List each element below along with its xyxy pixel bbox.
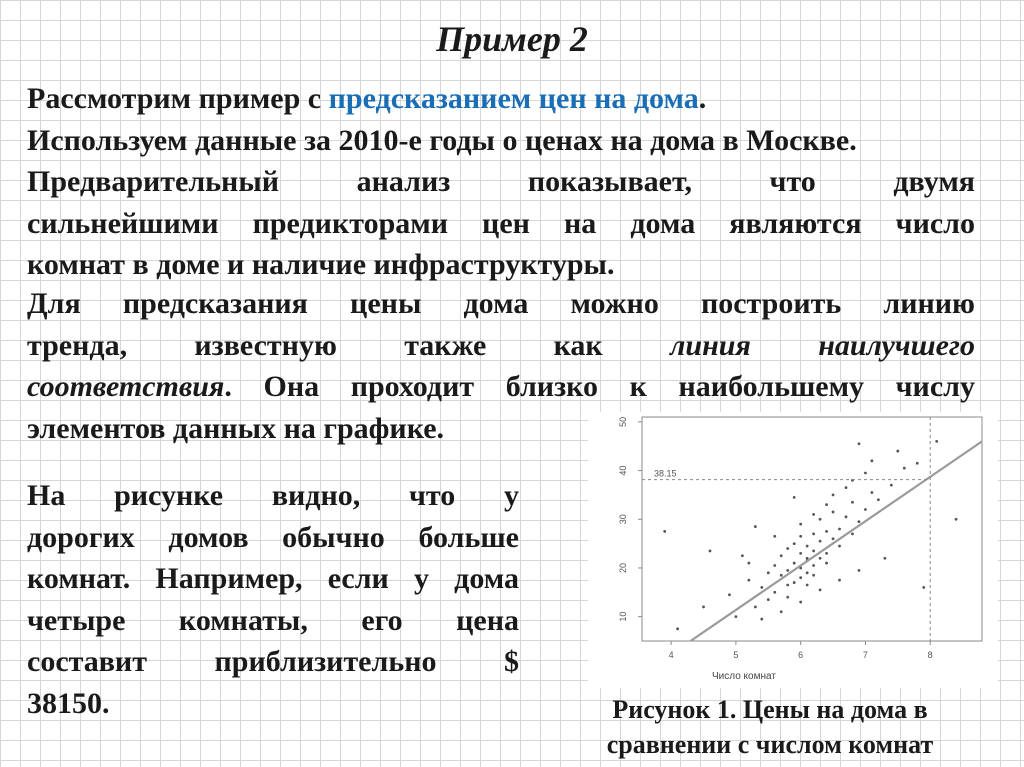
scatter-point [793,496,796,499]
figure-caption [560,692,980,762]
y-tick-label: 10 [618,611,628,622]
scatter-figure [588,412,998,688]
trend-line-1: Для предсказания цены дома можно построить линию [27,287,975,320]
scatter-point [799,552,802,555]
scatter-point [825,503,828,506]
x-tick-label: 5 [733,650,739,660]
scatter-point [864,472,867,475]
scatter-point [825,552,828,555]
slide-title: Пример 2 [436,19,588,59]
scatter-point [825,530,828,533]
scatter-point [922,586,925,589]
scatter-point [754,525,757,528]
trend-line-2: тренда, известную также как линия наилучшего [27,328,975,362]
intro-line-1: Рассмотрим пример с предсказанием цен на дома. [27,82,707,115]
scatter-point [858,442,861,445]
intro-paragraph [27,78,975,286]
trend-line [691,441,982,641]
x-tick-label: 8 [927,650,933,660]
scatter-point [858,569,861,572]
annotation-label: 38.15 [654,468,677,479]
scatter-point [858,520,861,523]
x-tick-label: 7 [862,650,868,660]
scatter-point [845,515,848,518]
scatter-point [741,554,744,557]
best-fit-term-cont: соответствия [27,370,225,403]
x-tick-label: 6 [798,650,804,660]
scatter-chart [588,412,998,688]
scatter-point [793,581,796,584]
scatter-point [780,554,783,557]
explanation-line-1: На рисунке видно, что у [27,479,519,512]
explanation-line-2: дорогих домов обычно больше [27,520,519,554]
plot-frame [642,417,982,641]
scatter-point [838,545,841,548]
scatter-point [702,606,705,609]
scatter-point [780,610,783,613]
scatter-point [786,596,789,599]
scatter-point [780,574,783,577]
scatter-point [773,564,776,567]
scatter-point [812,574,815,577]
scatter-point [819,518,822,521]
scatter-point [819,540,822,543]
scatter-point [786,584,789,587]
x-axis-label: Число комнат [712,671,776,682]
scatter-point [754,606,757,609]
scatter-point [786,569,789,572]
explanation-line-4: четыре комнаты, его цена [27,603,519,637]
y-tick-label: 40 [618,465,628,476]
scatter-point [806,584,809,587]
scatter-point [812,550,815,553]
scatter-point [871,459,874,462]
scatter-point [767,598,770,601]
scatter-point [851,501,854,504]
scatter-point [735,615,738,618]
scatter-point [819,557,822,560]
scatter-point [728,593,731,596]
scatter-point [832,511,835,514]
scatter-point [825,562,828,565]
x-tick-label: 4 [668,650,674,660]
scatter-point [812,564,815,567]
house-price-prediction-link[interactable]: предсказанием цен на дома [328,82,699,115]
scatter-point [767,571,770,574]
y-tick-label: 50 [618,416,628,427]
scatter-point [799,535,802,538]
scatter-point [838,579,841,582]
scatter-point [871,491,874,494]
caption-line-2: сравнении с числом комнат [606,730,934,759]
scatter-point [806,571,809,574]
scatter-point [864,508,867,511]
scatter-point [832,537,835,540]
trend-line-3: соответствия. Она проходит близко к наибольшему числу [27,370,975,403]
scatter-point [903,467,906,470]
scatter-point [786,547,789,550]
scatter-point [832,494,835,497]
scatter-point [747,562,750,565]
scatter-point [676,627,679,630]
explanation-line-6: 38150. [27,686,110,720]
caption-line-1: Рисунок 1. Цены на дома в [612,695,928,724]
scatter-point [709,550,712,553]
scatter-point [896,450,899,453]
scatter-point [793,562,796,565]
explanation-line-5: составит приблизительно $ [27,645,519,678]
intro-line-3: Предварительный анализ показывает, что двумя [27,165,975,198]
scatter-point [890,484,893,487]
figure-explanation [27,475,519,724]
scatter-point [812,513,815,516]
scatter-point [838,528,841,531]
intro-line-4: сильнейшими предикторами цен на дома являются число [27,206,975,240]
scatter-point [760,586,763,589]
scatter-point [812,532,815,535]
y-tick-label: 30 [618,514,628,525]
scatter-point [851,532,854,535]
scatter-point [799,601,802,604]
best-fit-term: линия наилучшего [670,328,975,362]
scatter-point [883,557,886,560]
y-tick-label: 20 [618,562,628,573]
scatter-point [773,591,776,594]
scatter-point [916,462,919,465]
scatter-point [845,486,848,489]
intro-line-2: Используем данные за 2010-е годы о ценах на дома в Москве. [27,123,857,157]
scatter-point [955,518,958,521]
scatter-point [806,545,809,548]
scatter-point [819,588,822,591]
scatter-point [747,579,750,582]
scatter-point [663,530,666,533]
scatter-point [773,535,776,538]
scatter-point [793,542,796,545]
scatter-point [877,498,880,501]
intro-line-5: комнат в доме и наличие инфраструктуры. [27,248,615,281]
explanation-line-3: комнат. Например, если у дома [27,562,519,595]
scatter-point [935,440,938,443]
scatter-point [760,618,763,621]
trend-line-4: элементов данных на графике. [27,411,445,445]
scatter-point [799,576,802,579]
scatter-point [799,523,802,526]
